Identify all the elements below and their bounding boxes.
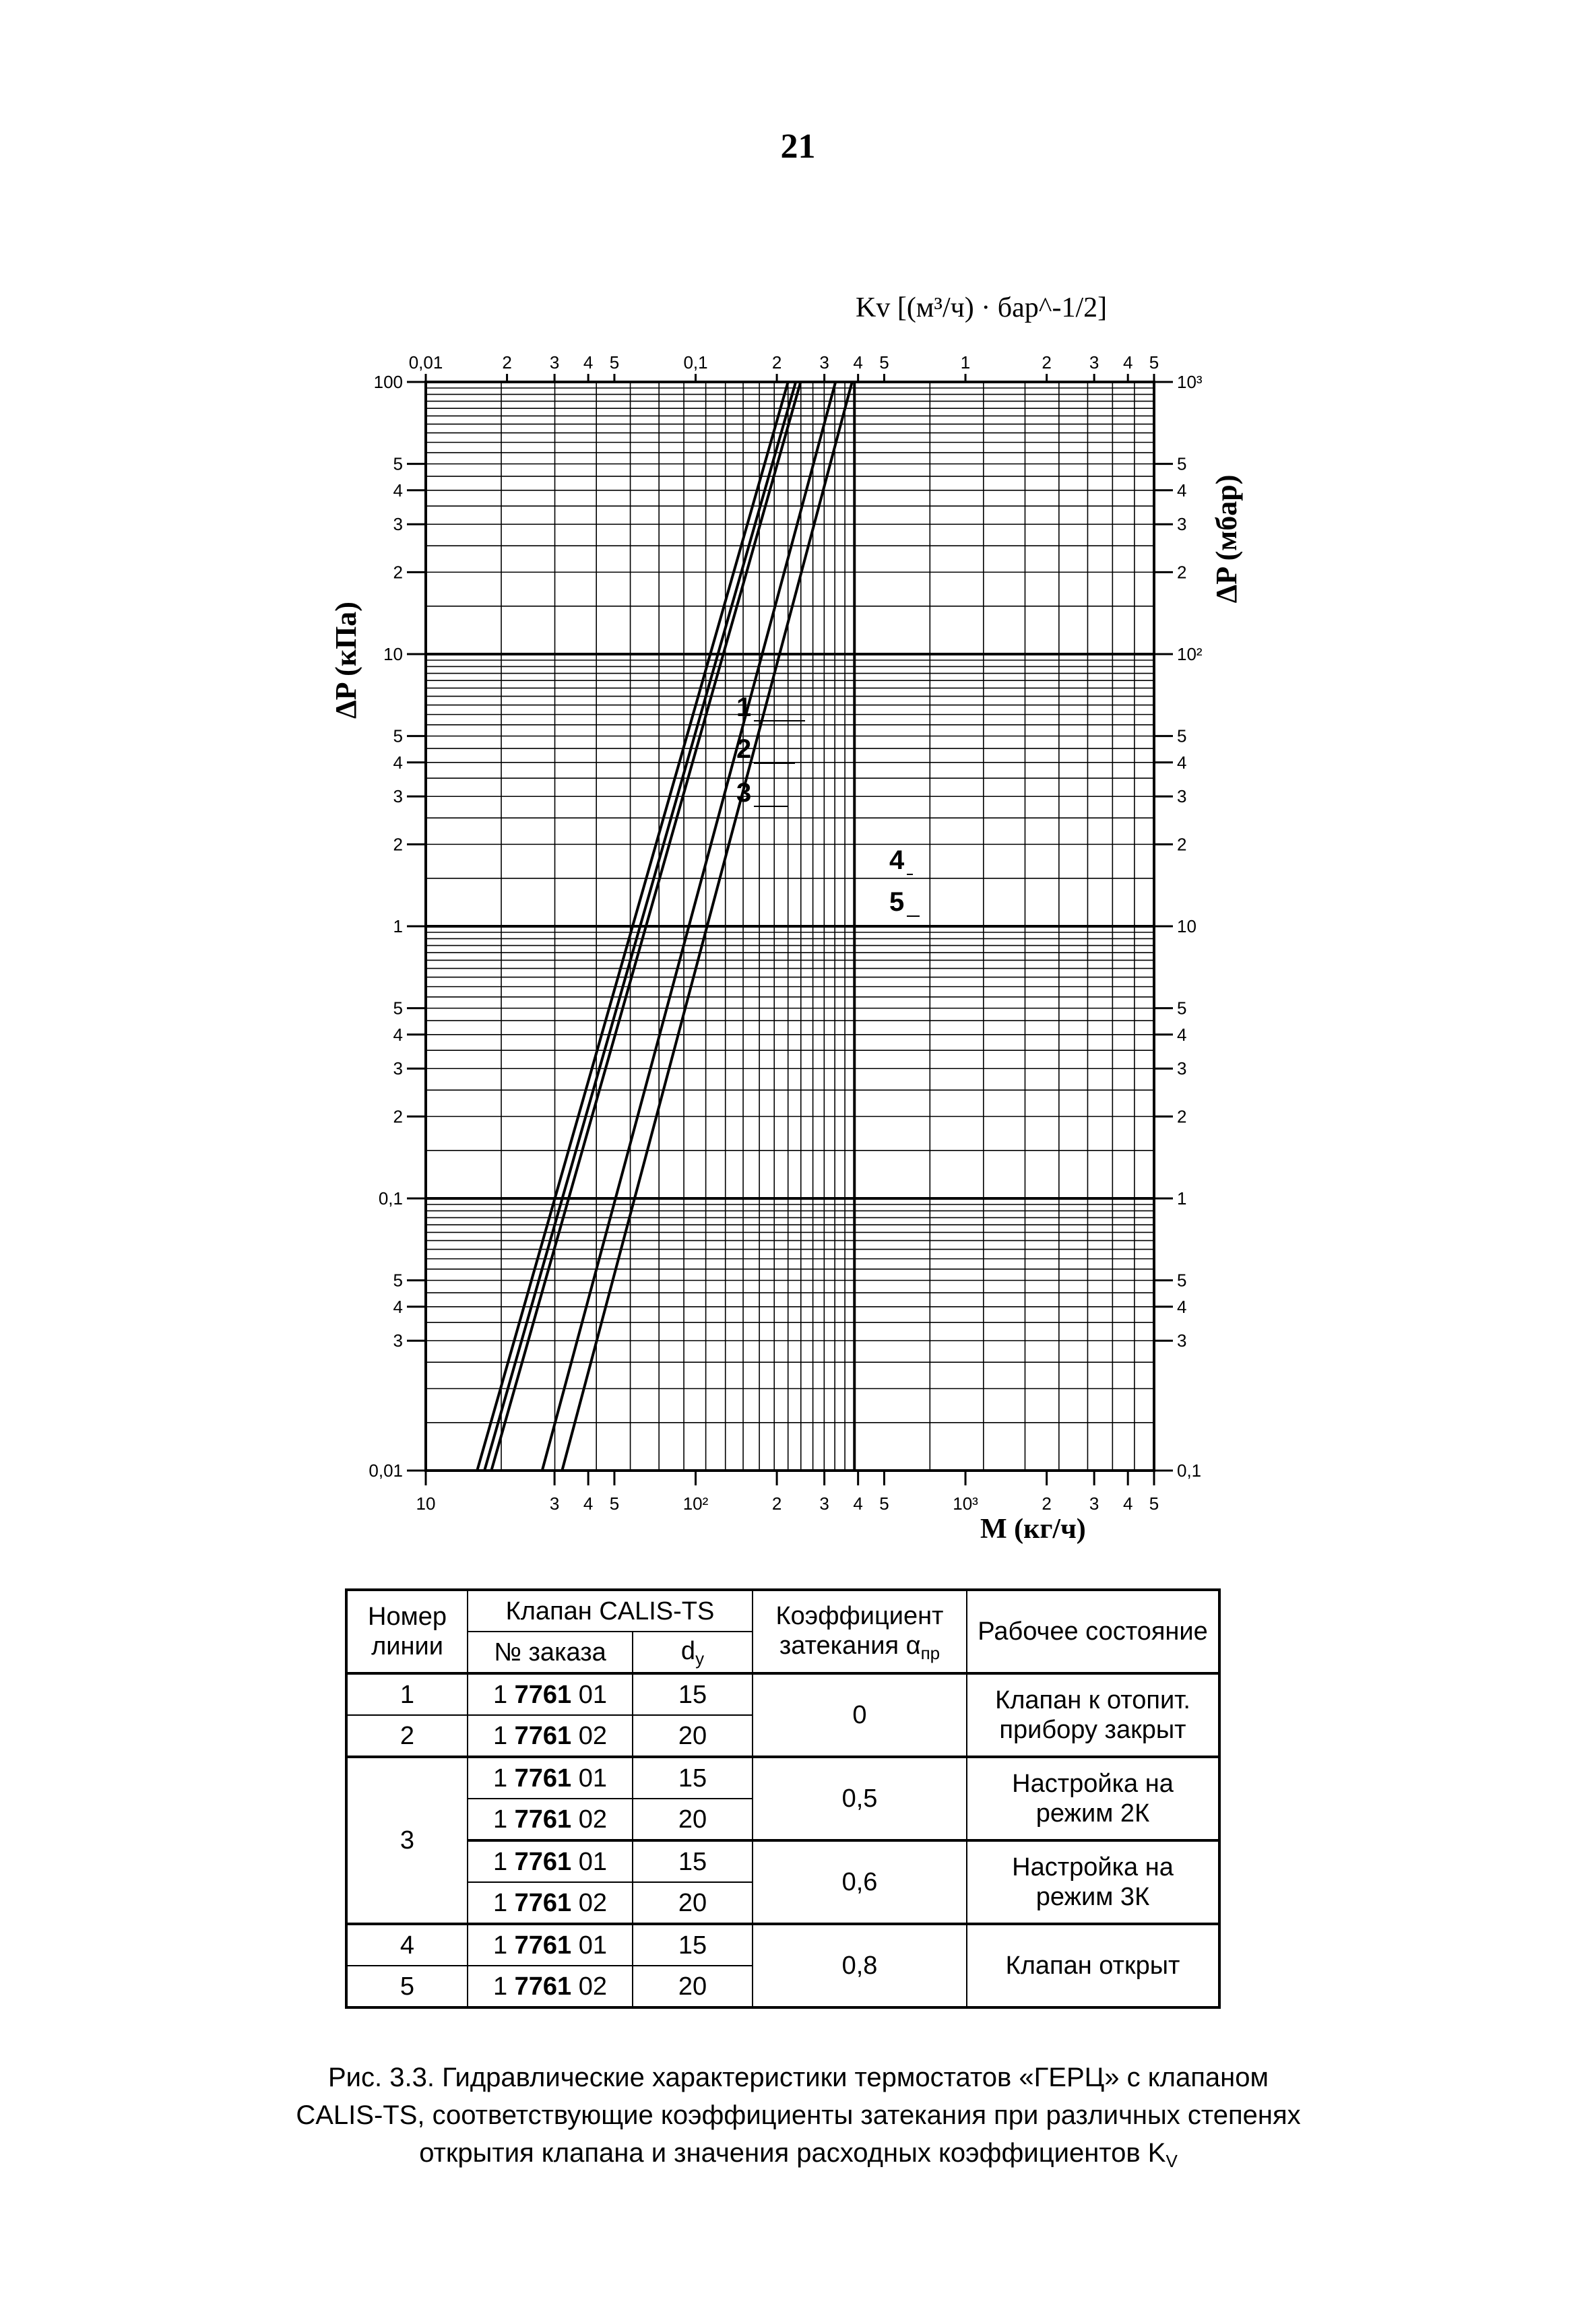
y-tick-label-left: 2 <box>393 834 403 855</box>
x-tick-label: 3 <box>1089 1493 1099 1514</box>
top-tick-label: 3 <box>819 352 829 373</box>
row-dy: 15 <box>633 1757 753 1799</box>
row-line: 1 <box>346 1673 468 1715</box>
figure-caption <box>175 2059 1422 2175</box>
row-order: 1 7761 01 <box>468 1840 633 1882</box>
y-axis-label-left: ΔP (кПа) <box>329 602 362 719</box>
row-order: 1 7761 02 <box>468 1882 633 1924</box>
y-tick-label-right: 4 <box>1177 1296 1187 1317</box>
row-state: Настройка на режим 2К <box>967 1757 1219 1840</box>
x-tick-label: 4 <box>1122 1493 1133 1514</box>
valve-table <box>345 1588 1221 2009</box>
y-tick-label-right: 2 <box>1177 562 1187 583</box>
y-tick-label-right: 3 <box>1177 1058 1187 1079</box>
top-tick-label: 4 <box>583 352 594 373</box>
y-tick-label-left: 4 <box>393 1024 403 1045</box>
x-axis-label: M (кг/ч) <box>980 1514 1086 1545</box>
y-tick-label-right: 5 <box>1177 998 1187 1019</box>
y-tick-label-right: 5 <box>1177 1270 1187 1291</box>
x-tick-label: 2 <box>1042 1493 1052 1514</box>
line-label-5: 5 <box>889 887 905 917</box>
row-line: 2 <box>346 1715 468 1757</box>
y-tick-label-right: 4 <box>1177 480 1187 501</box>
row-state: Настройка на режим 3К <box>967 1840 1219 1924</box>
table-row <box>346 1840 1219 1882</box>
tick-labels <box>369 352 1203 1514</box>
y-tick-label-left: 1 <box>393 916 403 936</box>
x-tick-label: 3 <box>549 1493 560 1514</box>
caption-line-1: Рис. 3.3. Гидравлические характеристики термостатов «ГЕРЦ» с клапаном <box>328 2063 1269 2092</box>
y-tick-label-left: 2 <box>393 1106 403 1127</box>
y-tick-label-left: 3 <box>393 786 403 807</box>
y-tick-label-right: 10³ <box>1177 372 1203 392</box>
x-tick-label: 5 <box>609 1493 620 1514</box>
x-tick-label: 5 <box>879 1493 889 1514</box>
top-tick-label: 1 <box>960 352 971 373</box>
row-coefficient: 0 <box>753 1673 967 1757</box>
y-tick-label-right: 4 <box>1177 752 1187 773</box>
y-tick-label-left: 100 <box>373 372 403 392</box>
row-state: Клапан открыт <box>967 1924 1219 2007</box>
y-tick-label-right: 10² <box>1177 644 1203 664</box>
y-tick-label-right: 2 <box>1177 1106 1187 1127</box>
row-order: 1 7761 02 <box>468 1799 633 1840</box>
y-tick-label-left: 4 <box>393 752 403 773</box>
y-tick-label-right: 4 <box>1177 1024 1187 1045</box>
table-row <box>346 1757 1219 1799</box>
top-tick-label: 0,01 <box>408 352 443 373</box>
top-tick-label: 4 <box>853 352 863 373</box>
row-order: 1 7761 01 <box>468 1673 633 1715</box>
y-tick-label-right: 10 <box>1177 916 1196 936</box>
x-tick-label: 4 <box>853 1493 863 1514</box>
y-tick-label-left: 4 <box>393 1296 403 1317</box>
row-coefficient: 0,6 <box>753 1840 967 1924</box>
valve-table-container <box>345 1588 1221 2009</box>
y-tick-label-left: 5 <box>393 998 403 1019</box>
line-label-1: 1 <box>736 693 752 722</box>
y-tick-label-left: 2 <box>393 562 403 583</box>
header-dy: $d_y$ <box>633 1632 753 1673</box>
grid-major <box>426 382 1154 1471</box>
row-dy: 20 <box>633 1882 753 1924</box>
x-tick-label: 10³ <box>953 1493 978 1514</box>
row-dy: 20 <box>633 1799 753 1840</box>
x-tick-label: 4 <box>583 1493 594 1514</box>
row-coefficient: 0,5 <box>753 1757 967 1840</box>
y-tick-label-right: 0,1 <box>1177 1460 1202 1481</box>
table-row <box>346 1924 1219 1966</box>
page-number: 21 <box>780 127 816 166</box>
y-tick-label-right: 3 <box>1177 1330 1187 1351</box>
y-tick-label-right: 3 <box>1177 514 1187 535</box>
x-tick-label: 5 <box>1149 1493 1159 1514</box>
line-label-4: 4 <box>889 845 905 875</box>
line-label-3: 3 <box>736 778 752 808</box>
y-tick-label-left: 3 <box>393 1058 403 1079</box>
table-row <box>346 1673 1219 1715</box>
x-tick-label: 3 <box>819 1493 829 1514</box>
top-tick-label: 2 <box>1042 352 1052 373</box>
row-dy: 20 <box>633 1715 753 1757</box>
y-tick-label-left: 0,1 <box>378 1188 403 1209</box>
top-tick-label: 0,1 <box>683 352 708 373</box>
y-axis-label-right: ΔP (мбар) <box>1210 474 1243 604</box>
x-tick-label: 10 <box>416 1493 436 1514</box>
header-line-number: Номер линии <box>346 1590 468 1673</box>
x-tick-label: 2 <box>771 1493 782 1514</box>
row-line: 5 <box>346 1966 468 2007</box>
y-tick-label-left: 3 <box>393 514 403 535</box>
y-tick-label-right: 3 <box>1177 786 1187 807</box>
y-tick-label-left: 5 <box>393 1270 403 1291</box>
y-tick-label-right: 1 <box>1177 1188 1187 1209</box>
row-dy: 15 <box>633 1924 753 1966</box>
row-line: 4 <box>346 1924 468 1966</box>
line-label-2: 2 <box>736 734 752 764</box>
y-tick-label-left: 5 <box>393 726 403 746</box>
top-tick-label: 5 <box>879 352 889 373</box>
top-tick-label: 5 <box>1149 352 1159 373</box>
y-tick-label-right: 5 <box>1177 453 1187 474</box>
y-tick-label-left: 10 <box>383 644 403 664</box>
top-tick-label: 3 <box>1089 352 1099 373</box>
row-state: Клапан к отопит. прибору закрыт <box>967 1673 1219 1757</box>
y-tick-label-left: 0,01 <box>369 1460 403 1481</box>
top-tick-label: 3 <box>549 352 560 373</box>
row-line: 3 <box>346 1757 468 1924</box>
row-order: 1 7761 02 <box>468 1715 633 1757</box>
top-tick-label: 4 <box>1122 352 1133 373</box>
caption-line-2: CALIS-TS, соответствующие коэффициенты затекания при различных степенях <box>296 2100 1301 2130</box>
top-tick-label: 2 <box>502 352 512 373</box>
y-tick-label-left: 3 <box>393 1330 403 1351</box>
x-tick-label: 10² <box>682 1493 709 1514</box>
row-order: 1 7761 02 <box>468 1966 633 2007</box>
row-dy: 20 <box>633 1966 753 2007</box>
top-tick-label: 2 <box>771 352 782 373</box>
top-axis-label: Kv [(м³/ч) · бар^-1/2] <box>856 292 1108 323</box>
row-order: 1 7761 01 <box>468 1757 633 1799</box>
row-order: 1 7761 01 <box>468 1924 633 1966</box>
header-coefficient: Коэффициент затекания $\alpha_{пр}$ <box>753 1590 967 1673</box>
header-order-number: № заказа <box>468 1632 633 1673</box>
y-tick-label-left: 4 <box>393 480 403 501</box>
top-tick-label: 5 <box>609 352 620 373</box>
y-tick-label-right: 5 <box>1177 726 1187 746</box>
row-dy: 15 <box>633 1840 753 1882</box>
y-tick-label-left: 5 <box>393 453 403 474</box>
header-state: Рабочее состояние <box>967 1590 1219 1673</box>
row-coefficient: 0,8 <box>753 1924 967 2007</box>
caption-line-3: открытия клапана и значения расходных коэффициентов $K_V$ <box>419 2138 1178 2171</box>
y-tick-label-right: 2 <box>1177 834 1187 855</box>
header-valve: Клапан CALIS-TS <box>468 1590 753 1632</box>
row-dy: 15 <box>633 1673 753 1715</box>
